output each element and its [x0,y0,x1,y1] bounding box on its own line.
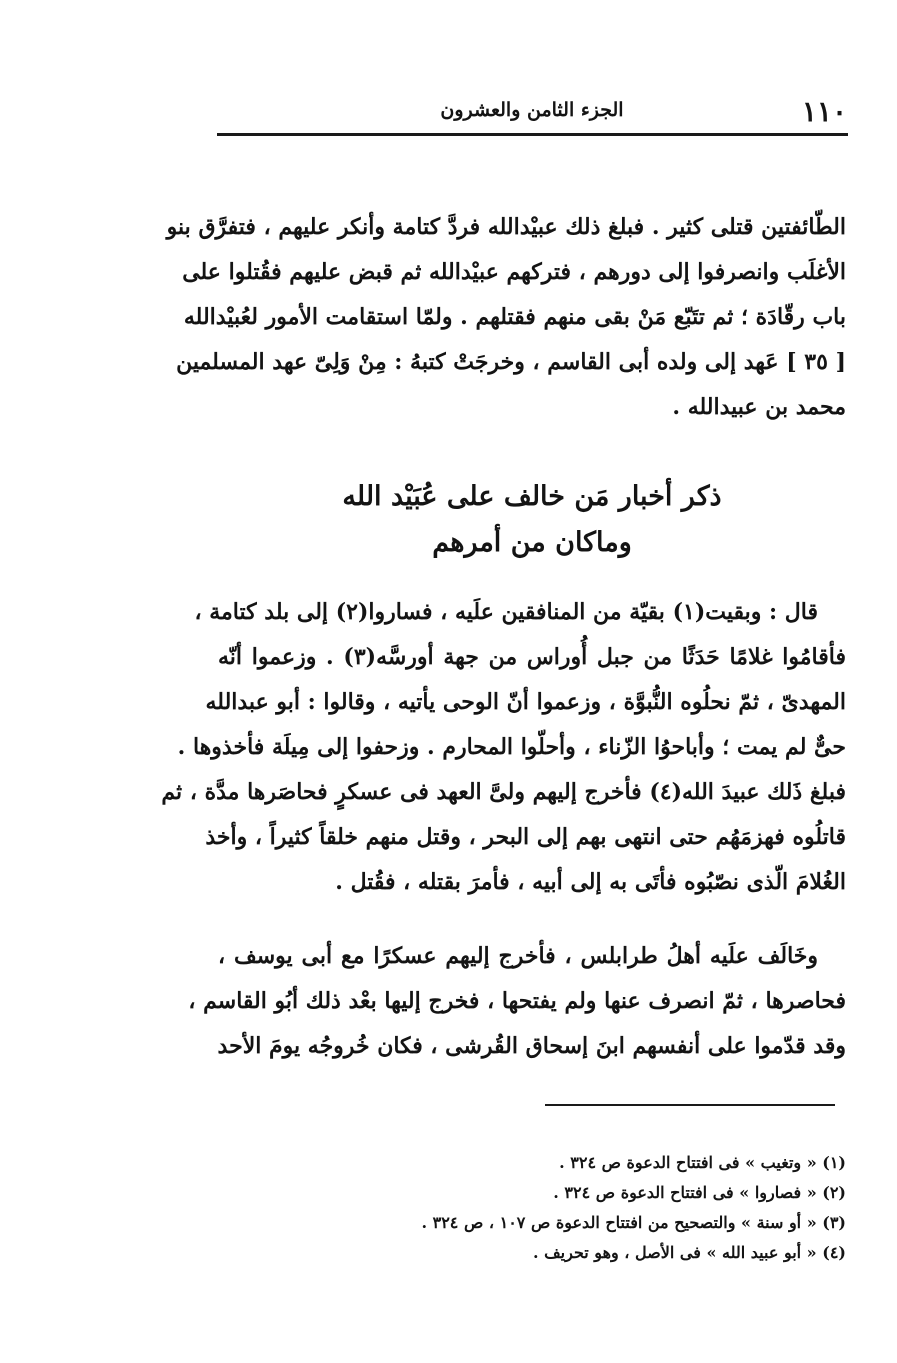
text-line: محمد بن عبيدالله . [672,394,846,420]
paragraph-1 [166,205,846,430]
text-line: فأقامُوا غلامًا حَدَثًا من جبل أُوراس من جهة أورسَّه(٣) . وزعموا أنّه [218,644,847,670]
footnote-rule [545,1104,835,1106]
footnote: (٣) « أو سنة » والتصحيح من افتتاح الدعوة ص ١٠٧ ، ص ٣٢٤ . [421,1213,846,1232]
footnote: (١) « وتغيب » فى افتتاح الدعوة ص ٣٢٤ . [559,1153,846,1172]
text-line: وقد قدّموا على أنفسهم ابنَ إسحاق القُرشى ، فكان خُروجُه يومَ الأحد [217,1033,846,1059]
text-line: المهدىّ ، ثمّ نحلُوه النُّبوَّة ، وزعموا أنّ الوحى يأتيه ، وقالوا : أبو عبدالله [205,689,846,715]
text-line: فحاصرها ، ثمّ انصرف عنها ولم يفتحها ، فخرج إليها بعْد ذلك أبُو القاسم ، [188,988,846,1014]
footnotes [218,1148,846,1268]
text-line: قاتلُوه فهزمَهُم حتى انتهى بهم إلى البحر ، وقتل منهم خلقاً كثيراً ، وأخذ [205,824,846,850]
header-rule [217,133,848,136]
paragraph-3 [188,934,846,1069]
text-line: حىٌّ لم يمت ؛ وأباحوُا الزّناء ، وأحلّوا المحارم . وزحفوا إلى مِيلَة فأخذوها . [177,734,846,760]
text-line: الأغلَب وانصرفوا إلى دورهم ، فتركهم عبيْدالله ثم قبض عليهم فقُتلوا على [182,259,846,285]
running-head: الجزء الثامن والعشرون [440,99,624,121]
page-number: ١١٠ [801,95,847,128]
page-header [217,93,847,133]
text-line: الطّائفتين قتلى كثير . فبلغ ذلك عبيْدالله فردَّ كتامة وأنكر عليهم ، فتفرَّق بنو [166,214,846,240]
text-line: فبلغ ذَلك عبيدَ الله(٤) فأخرج إليهم ولىَّ العهد فى عسكرٍ فحاصَرها مدَّة ، ثم [161,779,846,805]
paragraph-2 [161,590,847,905]
section-title-line-2: وماكان من أمرهم [432,527,632,558]
section-title-line-1: ذكر أخبار مَن خالف على عُبَيْد الله [342,481,722,512]
text-line: وخَالَف علَيه أهلُ طرابلس ، فأخرج إليهم عسكرًا مع أبى يوسف ، [218,943,818,969]
footnote: (٤) « أبو عبيد الله » فى الأصل ، وهو تحريف . [532,1243,846,1262]
text-line: [ ٣٥ ] عَهد إلى ولده أبى القاسم ، وخرجَتْ كتبهُ : مِنْ وَلِىّ عهد المسلمين [176,349,846,375]
footnote: (٢) « فصاروا » فى افتتاح الدعوة ص ٣٢٤ . [553,1183,846,1202]
text-line: قال : وبقيت(١) بقيّة من المنافقين علَيه ، فساروا(٢) إلى بلد كتامة ، [194,599,818,625]
text-line: الغُلامَ الّذى نصّبُوه فأتَى به إلى أبيه ، فأمرَ بقتله ، فقُتل . [335,869,846,895]
text-line: باب رقّادَة ؛ ثم تتَبّع مَنْ بقى منهم فقتلهم . ولمّا استقامت الأمور لعُبيْدالله [183,304,846,330]
